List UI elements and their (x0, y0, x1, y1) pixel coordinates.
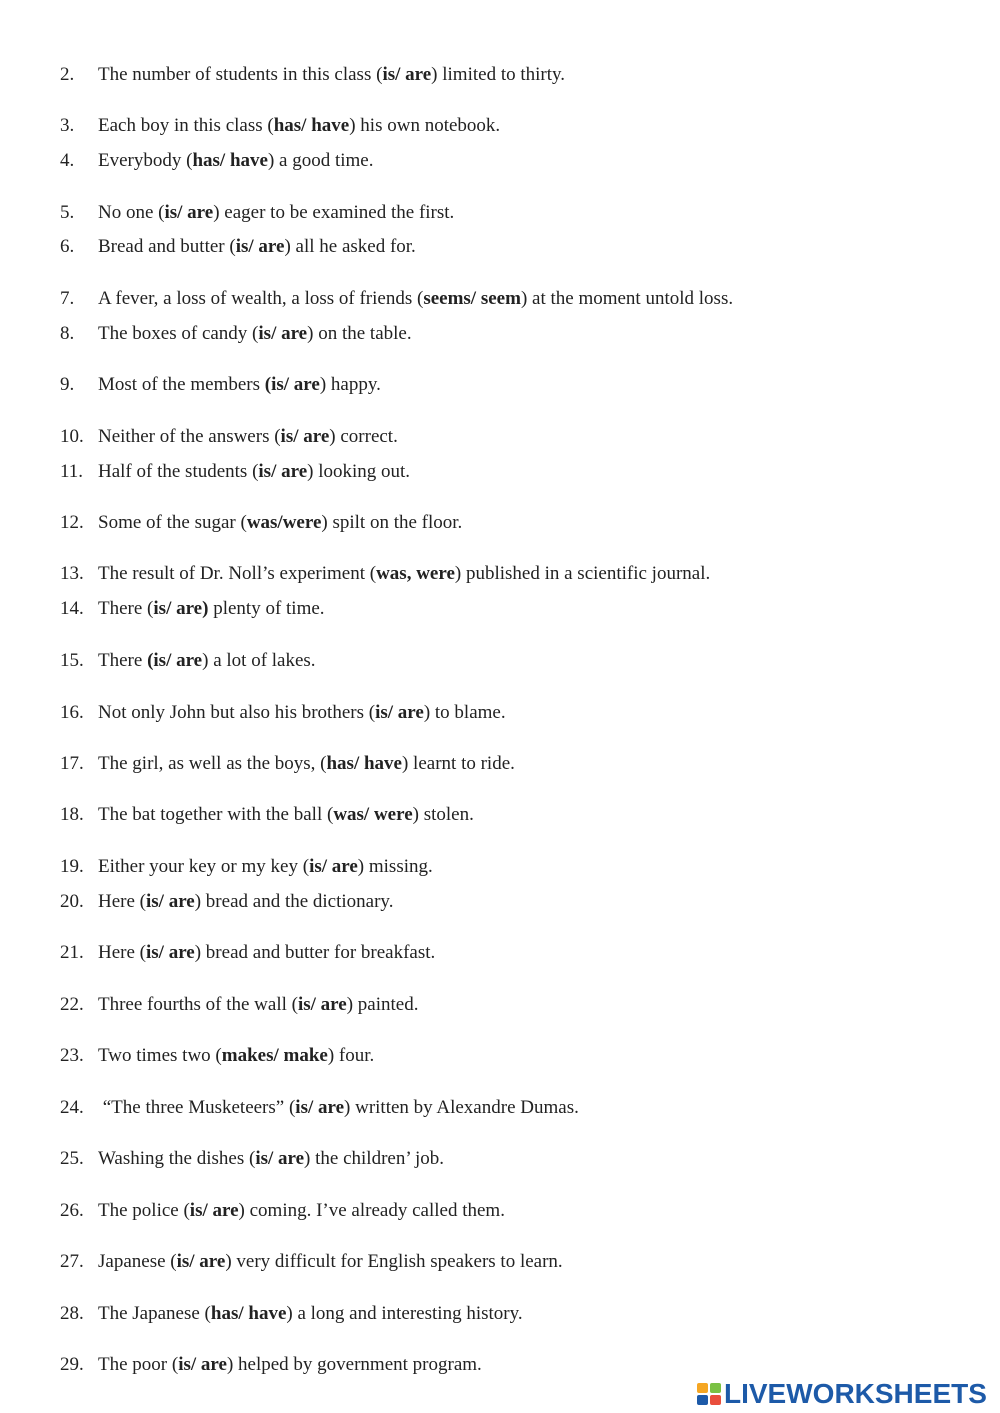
question-number: 17. (60, 753, 84, 774)
question-number: 27. (60, 1251, 84, 1272)
question-text-part: Most of the members (98, 374, 265, 395)
question-text-part: The result of Dr. Noll’s experiment ( (98, 563, 377, 584)
liveworksheets-logo (697, 1378, 987, 1410)
question-text-part: ) learnt to ride. (401, 753, 515, 774)
answer-choices: was/ were (333, 804, 413, 825)
question-text-part: The number of students in this class ( (98, 64, 383, 85)
question-text-part: Some of the sugar ( (98, 512, 247, 533)
question-text-part: ) bread and butter for breakfast. (194, 942, 436, 963)
question-number: 15. (60, 650, 84, 671)
question-text-part: ) correct. (329, 426, 398, 447)
question-text-part: Either your key or my key ( (98, 856, 310, 877)
question-number: 24. (60, 1097, 84, 1118)
question-text-part: ) a good time. (267, 150, 374, 171)
question-text-part: “The three Musketeers” ( (98, 1097, 296, 1118)
question-number: 5. (60, 202, 75, 223)
question-text-part: ) bread and the dictionary. (194, 891, 394, 912)
question-text-part: ) four. (327, 1045, 375, 1066)
question-text-part: No one ( (98, 202, 165, 223)
question-number: 20. (60, 891, 84, 912)
answer-choices: is/ are (255, 1148, 305, 1169)
answer-choices: is/ are (297, 994, 347, 1015)
logo-icon (697, 1383, 721, 1405)
question-text-part: ) happy. (319, 374, 381, 395)
answer-choices: has/ have (192, 150, 268, 171)
question-number: 7. (60, 288, 75, 309)
question-text-part: Three fourths of the wall ( (98, 994, 298, 1015)
question-text-part: ) spilt on the floor. (321, 512, 463, 533)
question-text-part: ) eager to be examined the first. (213, 202, 455, 223)
question-text (98, 425, 398, 449)
answer-choices: is/ are (146, 891, 195, 912)
question-number: 8. (60, 323, 75, 344)
question-number: 19. (60, 856, 84, 877)
question-text-part: ) at the moment untold loss. (520, 288, 734, 309)
question-text-part: Here ( (98, 942, 146, 963)
question-text (98, 562, 710, 586)
question-number: 3. (60, 115, 75, 136)
question-text-part: plenty of time. (208, 598, 325, 619)
answer-choices: (is/ are (264, 374, 320, 395)
question-text-part: The police ( (98, 1200, 190, 1221)
question-text-part: The poor ( (98, 1354, 179, 1375)
answer-choices: has/ have (210, 1303, 287, 1324)
question-text-part: ) missing. (357, 856, 433, 877)
answer-choices: has/ have (326, 753, 402, 774)
question-number: 21. (60, 942, 84, 963)
question-text (98, 993, 418, 1017)
answer-choices: is/ are (146, 942, 195, 963)
question-text-part: Not only John but also his brothers ( (98, 702, 376, 723)
question-text-part: Bread and butter ( (98, 236, 236, 257)
question-text (98, 373, 381, 397)
question-number: 2. (60, 64, 75, 85)
question-text-part: ) looking out. (307, 461, 411, 482)
question-text (98, 1250, 563, 1274)
question-text (98, 149, 373, 173)
question-text-part: There ( (98, 598, 154, 619)
logo-square (710, 1395, 721, 1405)
question-text-part: There (98, 650, 148, 671)
question-text (98, 511, 462, 535)
question-text-part: ) his own notebook. (349, 115, 501, 136)
answer-choices: is/ are (309, 856, 358, 877)
question-number: 6. (60, 236, 75, 257)
logo-square (710, 1383, 721, 1393)
question-number: 10. (60, 426, 84, 447)
question-text (98, 1147, 444, 1171)
question-text-part: ) the children’ job. (304, 1148, 445, 1169)
question-text-part: The Japanese ( (98, 1303, 211, 1324)
question-number: 14. (60, 598, 84, 619)
question-text-part: ) published in a scientific journal. (454, 563, 711, 584)
logo-square (697, 1383, 708, 1393)
answer-choices: is/ are (176, 1251, 226, 1272)
answer-choices: is/ are (164, 202, 214, 223)
question-text (98, 597, 325, 621)
answer-choices: is/ are (258, 461, 308, 482)
question-number: 18. (60, 804, 84, 825)
logo-text: LIVEWORKSHEETS (724, 1378, 987, 1409)
question-text-part: A fever, a loss of wealth, a loss of friends ( (98, 288, 424, 309)
answer-choices: was, were (376, 563, 455, 584)
question-text-part: Japanese ( (98, 1251, 177, 1272)
answer-choices: is/ are (178, 1354, 227, 1375)
question-text-part: ) helped by government program. (226, 1354, 482, 1375)
question-text (98, 114, 500, 138)
answer-choices: is/ are (295, 1097, 345, 1118)
logo-square (697, 1395, 708, 1405)
question-text (98, 701, 506, 725)
question-number: 16. (60, 702, 84, 723)
question-text (98, 235, 416, 259)
question-text (98, 1044, 374, 1068)
question-text (98, 460, 410, 484)
question-text (98, 941, 435, 965)
answer-choices: is/ are (189, 1200, 239, 1221)
question-text (98, 1302, 523, 1326)
question-number: 26. (60, 1200, 84, 1221)
answer-choices: is/ are (375, 702, 424, 723)
question-text (98, 1353, 482, 1377)
question-text-part: The boxes of candy ( (98, 323, 259, 344)
question-number: 23. (60, 1045, 84, 1066)
question-text (98, 649, 316, 673)
question-text-part: ) on the table. (307, 323, 412, 344)
question-text-part: ) limited to thirty. (431, 64, 566, 85)
question-number: 25. (60, 1148, 84, 1169)
question-text (98, 1096, 579, 1120)
question-text-part: Neither of the answers ( (98, 426, 281, 447)
question-text-part: Everybody ( (98, 150, 193, 171)
question-text (98, 63, 565, 87)
question-text-part: Each boy in this class ( (98, 115, 274, 136)
answer-choices: (is/ are (147, 650, 203, 671)
question-text (98, 803, 474, 827)
answer-choices: is/ are (235, 236, 285, 257)
question-number: 29. (60, 1354, 84, 1375)
question-number: 12. (60, 512, 84, 533)
question-text-part: ) a long and interesting history. (286, 1303, 523, 1324)
question-text-part: ) stolen. (412, 804, 474, 825)
question-text (98, 322, 412, 346)
question-text-part: The girl, as well as the boys, ( (98, 753, 327, 774)
question-text-part: Washing the dishes ( (98, 1148, 256, 1169)
answer-choices: has/ have (273, 115, 350, 136)
question-text-part: ) to blame. (423, 702, 506, 723)
answer-choices: seems/ seem (423, 288, 521, 309)
question-number: 9. (60, 374, 75, 395)
question-text (98, 890, 393, 914)
question-number: 4. (60, 150, 75, 171)
question-text (98, 855, 433, 879)
answer-choices: is/ are (258, 323, 308, 344)
question-text-part: ) coming. I’ve already called them. (238, 1200, 505, 1221)
question-number: 28. (60, 1303, 84, 1324)
question-text-part: ) painted. (346, 994, 419, 1015)
answer-choices: is/ are) (153, 598, 209, 619)
question-text-part: Here ( (98, 891, 146, 912)
question-text-part: ) all he asked for. (284, 236, 416, 257)
question-text (98, 201, 454, 225)
question-text-part: ) written by Alexandre Dumas. (344, 1097, 579, 1118)
question-number: 11. (60, 461, 84, 482)
answer-choices: is/ are (280, 426, 330, 447)
question-text-part: ) a lot of lakes. (202, 650, 316, 671)
answer-choices: makes/ make (221, 1045, 328, 1066)
answer-choices: was/were (246, 512, 322, 533)
question-text (98, 287, 733, 311)
question-number: 22. (60, 994, 84, 1015)
answer-choices: is/ are (382, 64, 432, 85)
question-number: 13. (60, 563, 84, 584)
question-text-part: The bat together with the ball ( (98, 804, 334, 825)
question-text-part: Two times two ( (98, 1045, 222, 1066)
question-text (98, 752, 515, 776)
question-text (98, 1199, 505, 1223)
question-text-part: ) very difficult for English speakers to learn. (225, 1251, 563, 1272)
question-text-part: Half of the students ( (98, 461, 259, 482)
